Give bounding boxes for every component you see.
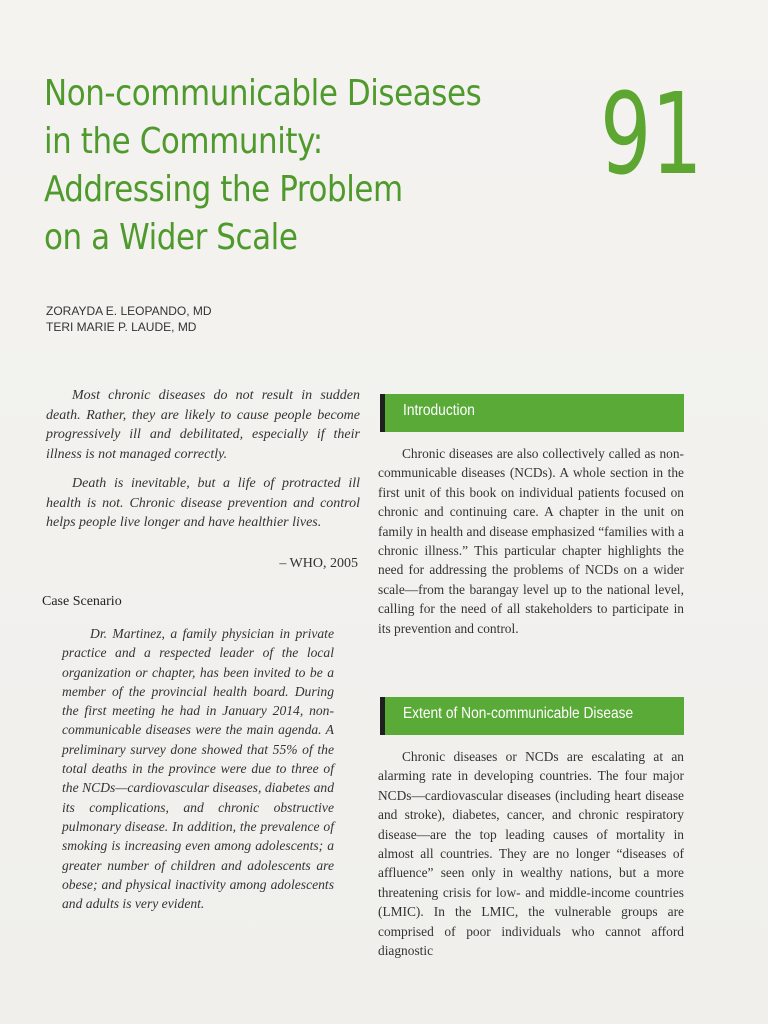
- extent-text: Chronic diseases or NCDs are escalating at an alarming rate in developing countries. The four major NCDs—cardiovascular diseases (including heart disease and stroke), diabetes, cancer, and chronic respiratory disease—are the top leading causes of mortality in almost all countries. They are no longer “diseases of affluence” seen only in wealthy nations, but a more threatening crisis for low- and middle-income countries (LMIC). In the LMIC, the vulnerable groups are comprised of poor individuals who cannot afford diagnostic: [378, 749, 684, 959]
- case-scenario-heading: Case Scenario: [42, 594, 122, 609]
- chapter-title-line: in the Community:: [44, 121, 323, 162]
- section-heading-bar: [380, 697, 684, 735]
- section-heading-introduction: Introduction: [403, 402, 475, 419]
- introduction-text: Chronic diseases are also collectively called as non-communicable diseases (NCDs). A whole section in the first unit of this book on individual patients focused on chronic and continuing care. A chapter in the unit on family in health and disease emphasized “families with a chronic illness.” This particular chapter highlights the need for addressing the problems of NCDs on a wider scale—from the barangay level up to the national level, calling for the need of all stakeholders to participate in its prevention and control.: [378, 446, 684, 636]
- author-list: [46, 303, 212, 335]
- epigraph: [46, 386, 360, 533]
- chapter-number: 91: [600, 70, 703, 200]
- section-heading-bar: [380, 394, 684, 432]
- chapter-title-line: Addressing the Problem: [44, 169, 403, 210]
- epigraph-paragraph: Death is inevitable, but a life of protracted ill health is not. Chronic disease prevention and control helps people live longer and have healthier lives.: [46, 476, 360, 530]
- author-name: ZORAYDA E. LEOPANDO, MD: [46, 304, 212, 318]
- chapter-title-line: on a Wider Scale: [44, 217, 298, 258]
- case-scenario-text: Dr. Martinez, a family physician in private practice and a respected leader of the local organization or chapter, has been invited to be a member of the provincial health board. During the first meeting he had in January 2014, non-communicable diseases were the main agenda. A preliminary survey done showed that 55% of the total deaths in the province were due to three of the NCDs—cardiovascular diseases, diabetes and its complications, and chronic obstructive pulmonary disease. In addition, the prevalence of smoking is increasing even among adolescents; a greater number of children and adolescents are obese; and physical inactivity among adolescents and adults is very evident.: [62, 626, 334, 912]
- chapter-title-line: Non-communicable Diseases: [44, 73, 482, 114]
- epigraph-source: – WHO, 2005: [279, 556, 358, 571]
- epigraph-paragraph: Most chronic diseases do not result in sudden death. Rather, they are likely to cause people become progressively ill and debilitated, especially if their illness is not managed correctly.: [46, 388, 360, 462]
- chapter-title: [44, 70, 482, 262]
- author-name: TERI MARIE P. LAUDE, MD: [46, 320, 197, 334]
- section-heading-extent: Extent of Non-communicable Disease: [403, 705, 634, 722]
